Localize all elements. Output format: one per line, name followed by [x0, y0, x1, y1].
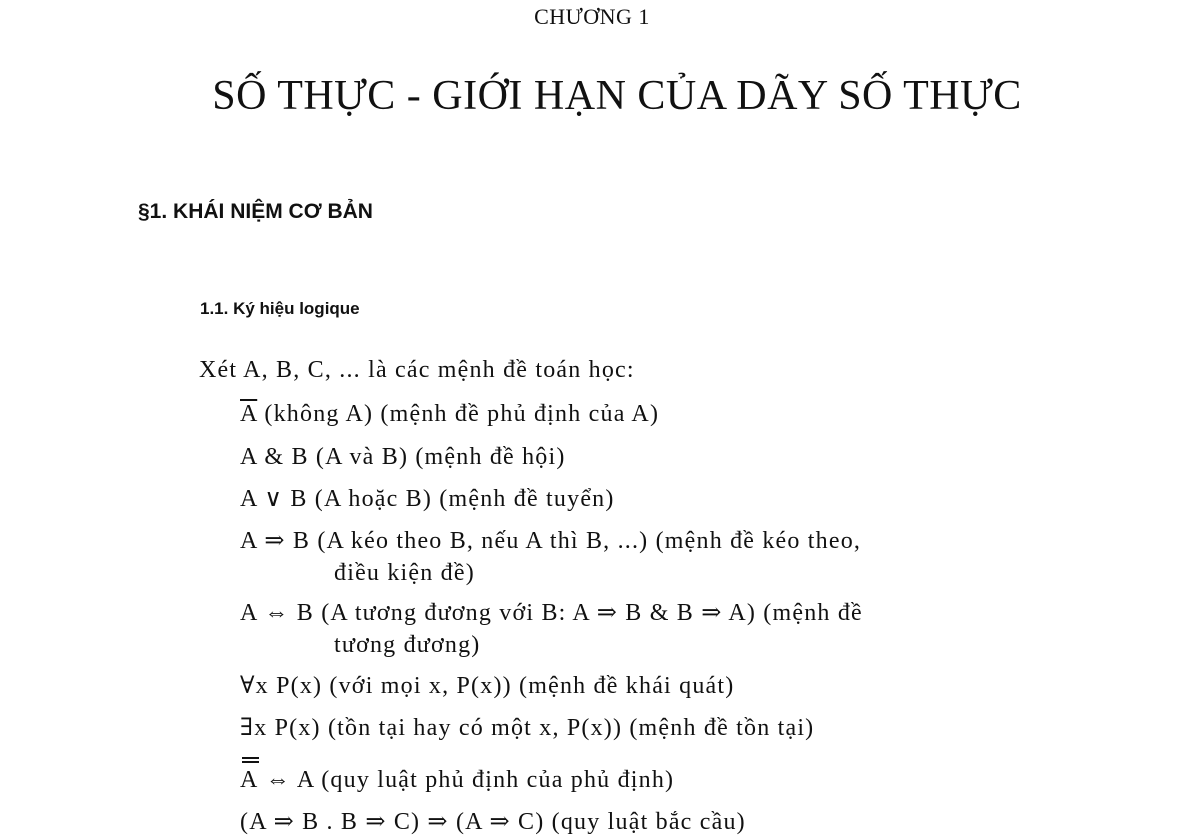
double-negated-symbol: A: [240, 764, 259, 796]
chapter-label: CHƯƠNG 1: [534, 4, 650, 29]
negation-item: [240, 398, 659, 430]
conjunction-item: [240, 441, 566, 473]
implication-item: [240, 525, 861, 589]
universal-item: [240, 670, 734, 702]
chapter-title: SỐ THỰC - GIỚI HẠN CỦA DÃY SỐ THỰC: [212, 73, 1022, 119]
item-text: A ⇒ B (A kéo theo B, nếu A thì B, ...) (mệnh đề kéo theo,: [240, 528, 862, 554]
item-text: (A ⇒ B . B ⇒ C) ⇒ (A ⇒ C) (quy luật bắc cầu): [240, 809, 746, 835]
item-text: ∃x P(x) (tồn tại hay có một x, P(x)) (mệnh đề tồn tại): [240, 715, 815, 741]
item-text: A & B (A và B) (mệnh đề hội): [240, 444, 566, 470]
section-heading: §1. KHÁI NIỆM CƠ BẢN: [138, 200, 373, 223]
item-text: ∀x P(x) (với mọi x, P(x)) (mệnh đề khái quát): [240, 673, 735, 699]
existential-item: [240, 712, 814, 744]
item-text: ⇔ A (quy luật phủ định của phủ định): [258, 767, 675, 793]
item-continuation: tương đương): [334, 632, 481, 658]
double-negation-item: [240, 764, 674, 796]
transitivity-item: [240, 806, 746, 838]
item-continuation: điều kiện đề): [334, 560, 475, 586]
subsection-heading: 1.1. Ký hiệu logique: [200, 299, 360, 318]
equivalence-item: [240, 597, 863, 661]
intro-text: Xét A, B, C, ... là các mệnh đề toán học:: [199, 357, 635, 383]
item-text: A ⇔ B (A tương đương với B: A ⇒ B & B ⇒ A) (mệnh đề: [240, 600, 863, 626]
item-text: A ∨ B (A hoặc B) (mệnh đề tuyển): [240, 486, 615, 512]
negated-symbol: $\overline{A}$: [240, 401, 258, 427]
disjunction-item: [240, 483, 615, 515]
double-bar-mark: [242, 757, 259, 763]
item-text: (không A) (mệnh đề phủ định của A): [257, 401, 660, 427]
